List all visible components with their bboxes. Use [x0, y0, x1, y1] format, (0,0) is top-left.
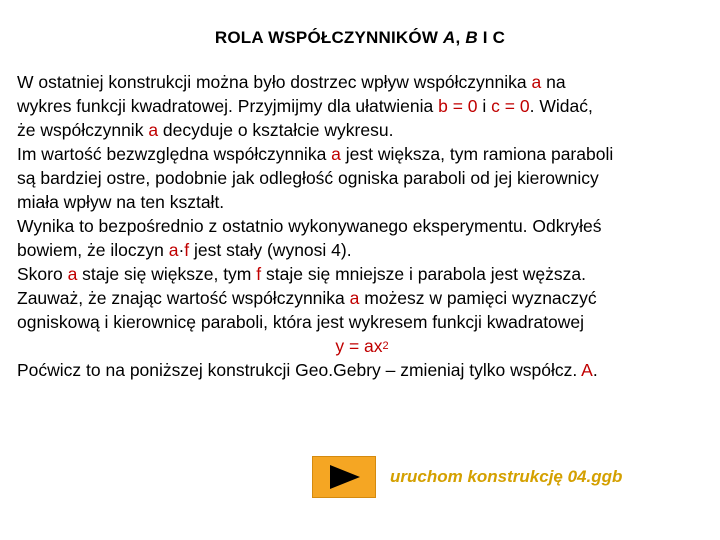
coef-b-value: b = 0: [438, 96, 478, 116]
text-segment: miała wpływ na ten kształt.: [17, 192, 225, 212]
text-segment: Zauważ, że znając wartość współczynnika: [17, 288, 350, 308]
text-line-9: [17, 262, 707, 286]
text-line-8: [17, 238, 707, 262]
text-line-6: [17, 190, 707, 214]
coef-A: A: [581, 360, 593, 380]
play-icon: [326, 463, 362, 491]
text-segment: W ostatniej konstrukcji można było dostrzec wpływ współczynnika: [17, 72, 532, 92]
body-text: [17, 70, 707, 382]
text-segment: jest większa, tym ramiona paraboli: [340, 144, 614, 164]
text-line-3: [17, 118, 707, 142]
multiply-dot: ·: [178, 240, 185, 260]
focal-f: f: [184, 240, 190, 260]
text-segment: staje się większe, tym: [77, 264, 257, 284]
formula: [335, 336, 388, 356]
text-segment: wykres funkcji kwadratowej. Przyjmijmy dla ułatwienia: [17, 96, 439, 116]
title-sep2: I: [477, 28, 493, 47]
text-segment: możesz w pamięci wyznaczyć: [359, 288, 597, 308]
focal-f: f: [256, 264, 262, 284]
text-segment: Skoro: [17, 264, 68, 284]
title-prefix: ROLA WSPÓŁCZYNNIKÓW: [214, 28, 444, 47]
text-segment: Im wartość bezwzględna współczynnika: [17, 144, 332, 164]
coef-a: a: [349, 288, 360, 308]
formula-base: y = ax: [335, 336, 383, 356]
text-segment: jest stały (wynosi 4).: [189, 240, 352, 260]
text-segment: . Widać,: [529, 96, 593, 116]
coef-a: a: [331, 144, 341, 164]
text-segment: i: [477, 96, 492, 116]
coef-c-value: c = 0: [491, 96, 530, 116]
text-segment: Poćwicz to na poniższej konstrukcji Geo.Gebry – zmieniaj tylko współcz.: [17, 360, 582, 380]
title-b: B: [465, 28, 478, 47]
text-line-4: [17, 142, 707, 166]
text-segment: bowiem, że iloczyn: [17, 240, 169, 260]
text-segment: .: [592, 360, 598, 380]
text-line-last: [17, 358, 707, 382]
play-button[interactable]: [312, 456, 376, 498]
title-a: A: [443, 28, 456, 47]
text-segment: że współczynnik: [17, 120, 149, 140]
formula-exponent: 2: [382, 340, 389, 352]
text-line-10: [17, 286, 707, 310]
coef-a: a: [67, 264, 78, 284]
coef-a: a: [168, 240, 179, 260]
open-construction-link[interactable]: uruchom konstrukcję 04.ggb: [390, 467, 623, 486]
coef-a: a: [148, 120, 159, 140]
text-line-5: [17, 166, 707, 190]
text-segment: są bardziej ostre, podobnie jak odległość ogniska paraboli od jej kierownicy: [17, 168, 599, 188]
text-line-2: [17, 94, 707, 118]
text-line-1: [17, 70, 707, 94]
coef-a: a: [531, 72, 542, 92]
text-segment: na: [541, 72, 566, 92]
slide-title: [0, 28, 720, 48]
text-line-11: [17, 310, 707, 334]
title-sep1: ,: [455, 28, 466, 47]
text-segment: ogniskową i kierownicę paraboli, która jest wykresem funkcji kwadratowej: [17, 312, 585, 332]
text-line-7: [17, 214, 707, 238]
text-segment: staje się mniejsze i parabola jest węższa.: [261, 264, 587, 284]
formula-line: [17, 334, 707, 358]
title-c: C: [492, 28, 506, 47]
text-segment: Wynika to bezpośrednio z ostatnio wykonywanego eksperymentu. Odkryłeś: [17, 216, 602, 236]
text-segment: decyduje o kształcie wykresu.: [158, 120, 394, 140]
